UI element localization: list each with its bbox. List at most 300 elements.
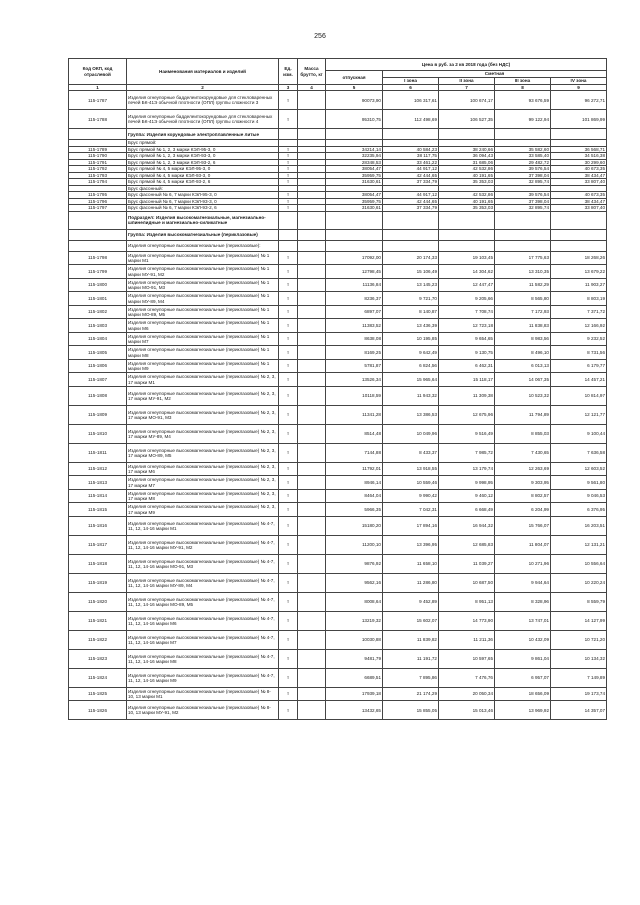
table-row [69,386,607,405]
unit: т [279,554,298,573]
empty-cell [298,129,326,140]
gross-mass [298,573,326,592]
gross-mass [298,503,326,517]
zone-4-price: 38 434,47 [551,172,607,179]
material-name: Брус фасонный № 6, 7 марки КЭЛ-93-3, 0 [127,198,279,205]
zone-3-price: 9 944,64 [495,573,551,592]
shipping-price: 35959,75 [326,172,383,179]
unit: т [279,153,298,160]
zone-3-price: 8 565,80 [495,292,551,306]
zone-3-price: 33 585,40 [495,153,551,160]
okp-code: 115-1812 [69,462,127,476]
material-name: Изделия огнеупорные высокомагнезиальные (периклазовые): [127,240,279,251]
gross-mass [298,319,326,333]
table-row [69,503,607,517]
material-name: Изделия огнеупорные высокомагнезиальные (периклазовые) № 2, 3, 17 марки М6 [127,462,279,476]
zone-3-price: 99 122,94 [495,110,551,129]
zone-4-price: 40 673,35 [551,192,607,199]
table-row [69,611,607,630]
zone-3-price: 29 482,72 [495,159,551,166]
gross-mass [298,305,326,319]
zone-2-price: 9 460,12 [439,489,495,503]
table-row [69,443,607,462]
zone-3-price: 14 067,35 [495,373,551,387]
zone-1-price: 44 917,12 [383,192,439,199]
zone-2-price: 12 675,96 [439,405,495,424]
okp-code: 115-1808 [69,386,127,405]
unit: т [279,179,298,186]
gross-mass [298,359,326,373]
zone-4-price: 18 268,26 [551,251,607,265]
empty-cell [551,211,607,229]
zone-3-price: 9 861,04 [495,649,551,668]
zone-2-price: 9 516,49 [439,424,495,443]
zone-2-price: 35 353,03 [439,179,495,186]
shipping-price: 8946,14 [326,476,383,490]
zone-3-price: 11 582,29 [495,278,551,292]
zone-3-price: 10 523,32 [495,386,551,405]
zone-4-price: 10 134,32 [551,649,607,668]
zone-1-price: 11 286,80 [383,573,439,592]
table-row [69,535,607,554]
shipping-price: 10030,88 [326,630,383,649]
table-row [69,292,607,306]
okp-code: 115-1797 [69,205,127,212]
zone-1-price: 15 106,49 [383,265,439,279]
unit: т [279,319,298,333]
header-price-group: Цена в руб. за 2 кв 2018 года (без НДС) [326,59,607,71]
zone-3-price: 11 794,89 [495,405,551,424]
okp-code: 115-1815 [69,503,127,517]
column-number: 2 [127,85,279,91]
okp-code: 115-1823 [69,649,127,668]
shipping-price: 6689,51 [326,668,383,687]
gross-mass [298,91,326,110]
okp-code [69,129,127,140]
shipping-price: 90073,90 [326,91,383,110]
okp-code: 115-1817 [69,535,127,554]
material-name: Изделия огнеупорные высокомагнезиальные (периклазовые) № 1 марки МУ-91, М2 [127,265,279,279]
zone-3-price: 17 775,63 [495,251,551,265]
gross-mass [298,346,326,360]
shipping-price: 13432,65 [326,701,383,720]
material-name: Изделия огнеупорные высокомагнезиальные (периклазовые) № 1 марки МУ-89, М4 [127,292,279,306]
unit: т [279,443,298,462]
table-row [69,110,607,129]
material-name: Изделия огнеупорные высокомагнезиальные (периклазовые) № 4-7, 11, 12, 14-16 марки МУ-89, М4 [127,573,279,592]
gross-mass [298,489,326,503]
material-name: Подраздел: Изделия высокомагнезиальные, магнезиально-шпинелидные и магнезиально-силикатные [127,211,279,229]
unit: т [279,424,298,443]
shipping-price: 32235,94 [326,153,383,160]
table-row [69,305,607,319]
material-name: Брус прямой: [127,140,279,147]
zone-1-price: 7 895,86 [383,668,439,687]
table-row [69,462,607,476]
shipping-price: 11136,84 [326,278,383,292]
unit: т [279,630,298,649]
table-row [69,91,607,110]
zone-4-price: 40 673,35 [551,166,607,173]
zone-3-price: 13 969,92 [495,701,551,720]
gross-mass [298,278,326,292]
material-name: Брус прямой № 1, 2, 3 марки КЭЛ-93-3, 0 [127,153,279,160]
zone-2-price: 11 039,27 [439,554,495,573]
shipping-price: 38054,47 [326,166,383,173]
zone-4-price: 10 814,97 [551,386,607,405]
table-row [69,516,607,535]
okp-code: 115-1811 [69,443,127,462]
shipping-price: 28348,53 [326,159,383,166]
gross-mass [298,443,326,462]
zone-2-price: 14 773,90 [439,611,495,630]
gross-mass [298,386,326,405]
zone-2-price: 6 462,31 [439,359,495,373]
material-name: Брус фасонный № 6, 7 марки КЭЛ-93-2, 6 [127,205,279,212]
zone-3-price: 37 398,04 [495,172,551,179]
column-number: 1 [69,85,127,91]
zone-2-price: 9 130,75 [439,346,495,360]
zone-1-price: 13 396,95 [383,535,439,554]
zone-1-price: 10 559,46 [383,476,439,490]
zone-1-price: 17 894,16 [383,516,439,535]
okp-code: 115-1814 [69,489,127,503]
zone-1-price: 9 452,89 [383,592,439,611]
zone-2-price: 11 211,36 [439,630,495,649]
shipping-price: 95310,75 [326,110,383,129]
zone-3-price: 7 172,93 [495,305,551,319]
unit: т [279,462,298,476]
empty-cell [279,240,298,251]
okp-code: 115-1787 [69,91,127,110]
zone-4-price: 13 679,22 [551,265,607,279]
unit: т [279,535,298,554]
zone-4-price: 12 166,92 [551,319,607,333]
zone-1-price: 13 436,39 [383,319,439,333]
table-row [69,630,607,649]
table-row [69,278,607,292]
gross-mass [298,554,326,573]
column-number: 8 [495,85,551,91]
zone-4-price: 36 568,71 [551,146,607,153]
table-row [69,265,607,279]
material-name: Изделия огнеупорные высокомагнезиальные (периклазовые) № 4-7, 11, 12, 14-16 марки М6 [127,611,279,630]
gross-mass [298,424,326,443]
material-name: Изделия огнеупорные высокомагнезиальные (периклазовые) № 1 марки М9 [127,359,279,373]
okp-code: 115-1799 [69,265,127,279]
zone-2-price: 31 685,06 [439,159,495,166]
zone-1-price: 11 658,10 [383,554,439,573]
zone-2-price: 12 723,18 [439,319,495,333]
unit: т [279,701,298,720]
zone-2-price: 100 674,17 [439,91,495,110]
zone-1-price: 38 117,75 [383,153,439,160]
material-name: Изделия огнеупорные высокомагнезиальные (периклазовые) № 2, 3, 17 марки МО-89, М5 [127,443,279,462]
okp-code: 115-1800 [69,278,127,292]
zone-2-price: 11 309,38 [439,386,495,405]
unit: т [279,305,298,319]
zone-1-price: 11 191,72 [383,649,439,668]
zone-1-price: 15 855,05 [383,701,439,720]
zone-2-price: 15 118,17 [439,373,495,387]
empty-cell [383,129,439,140]
gross-mass [298,592,326,611]
empty-cell [298,229,326,240]
shipping-price: 17092,00 [326,251,383,265]
zone-1-price: 13 386,53 [383,405,439,424]
zone-4-price: 8 803,19 [551,292,607,306]
okp-code: 115-1790 [69,153,127,160]
zone-2-price: 9 998,95 [439,476,495,490]
unit: т [279,346,298,360]
empty-cell [551,229,607,240]
material-name: Изделия огнеупорные высокомагнезиальные (периклазовые) № 1 марки М7 [127,332,279,346]
zone-2-price: 40 191,65 [439,198,495,205]
unit: т [279,292,298,306]
zone-3-price: 13 747,01 [495,611,551,630]
table-row [69,424,607,443]
unit: т [279,503,298,517]
zone-4-price: 10 721,20 [551,630,607,649]
zone-3-price: 35 582,60 [495,146,551,153]
material-name: Изделия огнеупорные бадделеитокорундовые для стекловаренных печей БК-41Э обычной плотности (ОПЛ) группы сложности 4 [127,110,279,129]
okp-code: 115-1803 [69,319,127,333]
zone-2-price: 35 353,03 [439,205,495,212]
zone-4-price: 33 807,40 [551,179,607,186]
column-number: 6 [383,85,439,91]
gross-mass [298,516,326,535]
material-name: Изделия огнеупорные высокомагнезиальные (периклазовые) № 4-7, 11, 12, 14-16 марки МО-91, М3 [127,554,279,573]
okp-code: 115-1805 [69,346,127,360]
material-name: Брус прямой № 4, 5 марки КЭЛ-95-3, 0 [127,166,279,173]
shipping-price: 11341,28 [326,405,383,424]
material-name: Брус прямой № 1, 2, 3 марки КЭЛ-95-3, 0 [127,146,279,153]
shipping-price: 15180,20 [326,516,383,535]
gross-mass [298,668,326,687]
empty-cell [279,211,298,229]
unit: т [279,205,298,212]
material-name: Брус фасонный № 6, 7 марки КЭЛ-95-3, 0 [127,192,279,199]
gross-mass [298,687,326,701]
shipping-price: 38054,47 [326,192,383,199]
zone-4-price: 30 299,60 [551,159,607,166]
empty-cell [439,240,495,251]
unit: т [279,611,298,630]
empty-cell [298,240,326,251]
material-name: Изделия огнеупорные высокомагнезиальные (периклазовые) № 2, 3, 17 марки М7 [127,476,279,490]
gross-mass [298,476,326,490]
zone-4-price: 14 357,07 [551,701,607,720]
zone-2-price: 42 532,86 [439,166,495,173]
column-number: 3 [279,85,298,91]
material-name: Изделия огнеупорные высокомагнезиальные (периклазовые) № 1 марки МО-89, М5 [127,305,279,319]
material-name: Изделия огнеупорные высокомагнезиальные (периклазовые) № 8-10, 13 марки М1 [127,687,279,701]
zone-3-price: 13 310,35 [495,265,551,279]
zone-2-price: 16 944,32 [439,516,495,535]
zone-1-price: 20 174,33 [383,251,439,265]
zone-1-price: 42 444,65 [383,198,439,205]
table-row [69,251,607,265]
zone-4-price: 16 203,51 [551,516,607,535]
zone-1-price: 8 433,37 [383,443,439,462]
gross-mass [298,332,326,346]
table-row [69,701,607,720]
zone-3-price: 8 802,57 [495,489,551,503]
unit: т [279,110,298,129]
zone-4-price: 8 731,56 [551,346,607,360]
unit: т [279,386,298,405]
column-number: 5 [326,85,383,91]
material-name: Изделия огнеупорные высокомагнезиальные (периклазовые) № 2, 3, 17 марки М8 [127,489,279,503]
material-name: Брус прямой № 1, 2, 3 марки КЭЛ-93-2, 6 [127,159,279,166]
header-unit: Ед. изм. [279,59,298,85]
table-row [69,649,607,668]
zone-4-price: 7 636,58 [551,443,607,462]
unit: т [279,476,298,490]
zone-3-price: 11 804,07 [495,535,551,554]
zone-1-price: 37 334,79 [383,179,439,186]
gross-mass [298,611,326,630]
zone-1-price: 7 042,31 [383,503,439,517]
gross-mass [298,110,326,129]
zone-4-price: 6 376,95 [551,503,607,517]
empty-cell [383,240,439,251]
shipping-price: 8236,37 [326,292,383,306]
zone-1-price: 10 049,96 [383,424,439,443]
zone-3-price: 10 271,96 [495,554,551,573]
material-name: Группа: Изделия высокомагнезиальные (периклазовые) [127,229,279,240]
material-name: Изделия огнеупорные высокомагнезиальные (периклазовые) № 2, 3, 17 марки МУ-89, М4 [127,424,279,443]
gross-mass [298,292,326,306]
zone-1-price: 15 602,07 [383,611,439,630]
zone-1-price: 106 317,61 [383,91,439,110]
zone-4-price: 12 603,52 [551,462,607,476]
okp-code: 115-1788 [69,110,127,129]
table-row [69,319,607,333]
okp-code: 115-1793 [69,172,127,179]
zone-2-price: 40 191,65 [439,172,495,179]
unit: т [279,278,298,292]
zone-4-price: 14 457,21 [551,373,607,387]
okp-code: 115-1824 [69,668,127,687]
zone-4-price: 33 807,40 [551,205,607,212]
header-estimate-price: Сметная [383,71,607,78]
unit: т [279,359,298,373]
zone-3-price: 39 576,54 [495,166,551,173]
zone-2-price: 106 527,35 [439,110,495,129]
zone-3-price: 10 432,09 [495,630,551,649]
zone-3-price: 8 855,03 [495,424,551,443]
empty-cell [439,229,495,240]
zone-4-price: 9 232,52 [551,332,607,346]
unit: т [279,687,298,701]
zone-2-price: 38 240,66 [439,146,495,153]
zone-2-price: 12 685,83 [439,535,495,554]
zone-1-price: 13 918,55 [383,462,439,476]
zone-2-price: 12 447,47 [439,278,495,292]
material-name: Изделия огнеупорные высокомагнезиальные (периклазовые) № 4-7, 11, 12, 14-16 марки МО-89, М5 [127,592,279,611]
okp-code: 115-1819 [69,573,127,592]
material-name: Изделия огнеупорные высокомагнезиальные (периклазовые) № 4-7, 11, 12, 14-16 марки М9 [127,668,279,687]
table-row [69,489,607,503]
table-row [69,687,607,701]
gross-mass [298,649,326,668]
okp-code: 115-1804 [69,332,127,346]
zone-2-price: 20 050,34 [439,687,495,701]
zone-2-price: 19 103,45 [439,251,495,265]
zone-3-price: 11 838,83 [495,319,551,333]
zone-2-price: 7 708,74 [439,305,495,319]
table-row [69,359,607,373]
empty-cell [551,129,607,140]
header-material-name: Наименования материалов и изделий [127,59,279,85]
zone-1-price: 9 990,42 [383,489,439,503]
unit: т [279,516,298,535]
unit: т [279,192,298,199]
zone-4-price: 8 559,79 [551,592,607,611]
zone-3-price: 8 983,56 [495,332,551,346]
shipping-price: 34214,14 [326,146,383,153]
shipping-price: 35959,75 [326,198,383,205]
gross-mass [298,251,326,265]
zone-2-price: 36 094,43 [439,153,495,160]
shipping-price: 13219,32 [326,611,383,630]
empty-cell [551,240,607,251]
okp-code: 115-1791 [69,159,127,166]
gross-mass [298,630,326,649]
table-row [69,373,607,387]
zone-1-price: 21 174,29 [383,687,439,701]
table-row [69,405,607,424]
okp-code: 115-1826 [69,701,127,720]
material-name: Изделия огнеупорные высокомагнезиальные (периклазовые) № 1 марки М8 [127,346,279,360]
zone-3-price: 8 328,96 [495,592,551,611]
shipping-price: 5966,35 [326,503,383,517]
shipping-price: 17939,18 [326,687,383,701]
gross-mass [298,462,326,476]
zone-1-price: 15 965,64 [383,373,439,387]
empty-cell [383,211,439,229]
shipping-price: 11383,52 [326,319,383,333]
okp-code: 115-1818 [69,554,127,573]
zone-1-price: 112 498,69 [383,110,439,129]
zone-4-price: 101 869,99 [551,110,607,129]
zone-1-price: 13 145,23 [383,278,439,292]
empty-cell [326,229,383,240]
unit: т [279,251,298,265]
shipping-price: 5781,87 [326,359,383,373]
header-gross-mass: Масса брутто, кг [298,59,326,85]
header-zone-2: II зона [439,78,495,85]
group-heading-row [69,229,607,240]
zone-4-price: 96 272,71 [551,91,607,110]
unit: т [279,405,298,424]
okp-code: 115-1825 [69,687,127,701]
material-name: Брус прямой № 4, 5 марки КЭЛ-93-3, 0 [127,172,279,179]
empty-cell [495,229,551,240]
shipping-price: 31630,61 [326,205,383,212]
empty-cell [439,211,495,229]
okp-code: 115-1796 [69,198,127,205]
empty-cell [326,211,383,229]
material-name: Изделия огнеупорные высокомагнезиальные (периклазовые) № 2, 3, 17 марки МУ-91, М2 [127,386,279,405]
unit: т [279,91,298,110]
zone-2-price: 6 668,49 [439,503,495,517]
zone-3-price: 37 398,04 [495,198,551,205]
material-name: Брус прямой № 4, 5 марки КЭЛ-93-2, 6 [127,179,279,186]
table-row [69,573,607,592]
material-name: Изделия огнеупорные высокомагнезиальные (периклазовые) № 1 марки МО-91, М3 [127,278,279,292]
